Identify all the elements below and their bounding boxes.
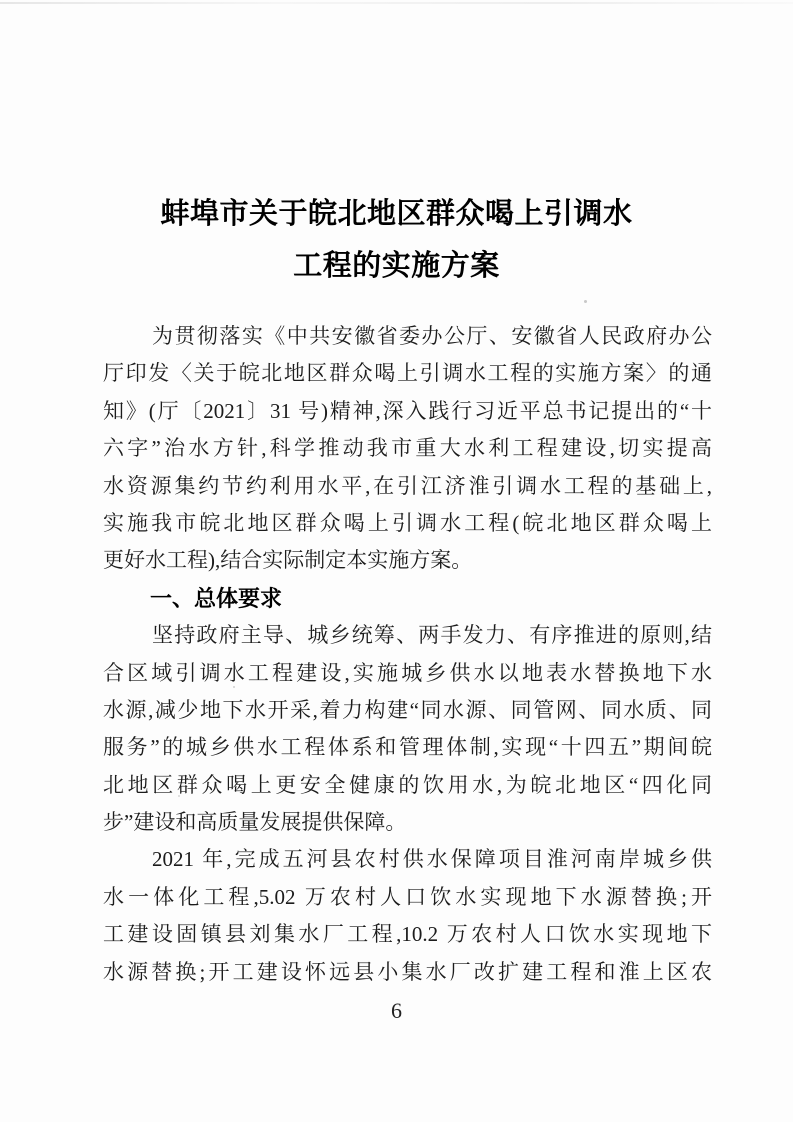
document-title-line-2: 工程的实施方案 (293, 250, 500, 282)
text-line: 工建设固镇县刘集水厂工程,10.2 万农村人口饮水实现地下 (103, 922, 712, 947)
text-line: 服务”的城乡供水工程体系和管理体制,实现“十四五”期间皖 (103, 735, 712, 760)
document-title (0, 188, 793, 292)
document-body (103, 318, 712, 991)
text-line: 为贯彻落实《中共安徽省委办公厅、安徽省人民政府办公 (152, 324, 712, 348)
text-line: 水源,减少地下水开采,着力构建“同水源、同管网、同水质、同 (103, 697, 712, 722)
scan-speck (584, 300, 587, 303)
text-line: 知》(厅〔2021〕31 号)精神,深入践行习近平总书记提出的“十 (103, 398, 712, 423)
text-line: 厅印发〈关于皖北地区群众喝上引调水工程的实施方案〉的通 (103, 361, 712, 386)
text-line: 水一体化工程,5.02 万农村人口饮水实现地下水源替换;开 (103, 884, 712, 909)
text-line: 2021 年,完成五河县农村供水保障项目淮河南岸城乡供 (152, 847, 712, 872)
text-line: 水资源集约节约利用水平,在引江济淮引调水工程的基础上, (103, 473, 712, 498)
text-line: 坚持政府主导、城乡统筹、两手发力、有序推进的原则,结 (152, 623, 712, 648)
text-line: 合区域引调水工程建设,实施城乡供水以地表水替换地下水 (103, 660, 712, 685)
page-number: 6 (391, 998, 402, 1023)
text-line: 步”建设和高质量发展提供保障。 (103, 810, 407, 835)
text-line: 北地区群众喝上更安全健康的饮用水,为皖北地区“四化同 (103, 772, 712, 797)
text-line: 更好水工程),结合实际制定本实施方案。 (103, 548, 473, 573)
scan-artifact-top-edge (0, 2, 793, 4)
text-line: 实施我市皖北地区群众喝上引调水工程(皖北地区群众喝上 (103, 510, 712, 535)
section-heading: 一、总体要求 (150, 585, 283, 611)
document-title-line-1: 蚌埠市关于皖北地区群众喝上引调水 (160, 198, 633, 230)
text-line: 六字”治水方针,科学推动我市重大水利工程建设,切实提高 (103, 436, 712, 461)
text-line: 水源替换;开工建设怀远县小集水厂改扩建工程和淮上区农 (103, 959, 712, 984)
